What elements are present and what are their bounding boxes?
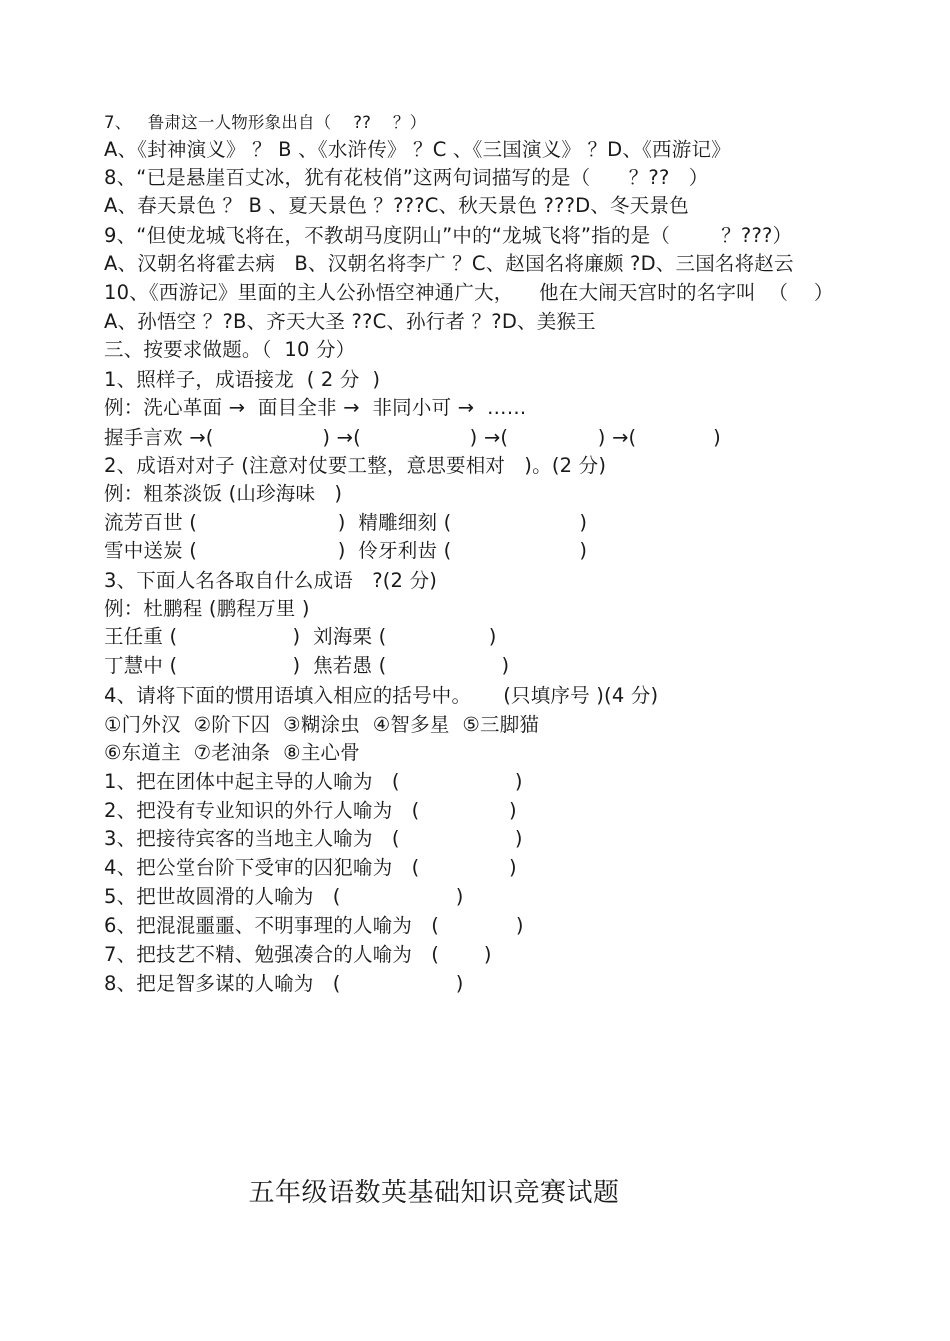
- task-2-example: 例：粗茶淡饭 (山珍海味 ): [104, 482, 343, 505]
- task-3-example: 例：杜鹏程 (鹏程万里 ): [104, 597, 310, 620]
- question-10-options: A、孙悟空 ？?B、齐天大圣 ??C、孙行者 ？?D、美猴王: [104, 310, 596, 333]
- section-3-heading: 三、按要求做题。（ 10 分）: [104, 338, 356, 361]
- task-1-example: 例：洗心革面 → 面目全非 → 非同小可 → ……: [104, 396, 527, 419]
- task-1-blanks: 握手言欢 →( ) →( ) →( ) →( ): [104, 426, 721, 449]
- task-4-item-2: 2、把没有专业知识的外行人喻为 ( ): [104, 799, 517, 822]
- task-4-item-7: 7、把技艺不精、勉强凑合的人喻为 ( ): [104, 943, 492, 966]
- question-7-options: A、《封神演义》 ？ B 、《水浒传》 ？C 、《三国演义》 ？D、《西游记》: [104, 138, 731, 161]
- question-9: 9、“但使龙城飞将在，不教胡马度阴山”中的“龙城飞将”指的是（ ？???）: [104, 224, 793, 247]
- task-2-row-1: 流芳百世 ( ) 精雕细刻 ( ): [104, 511, 588, 534]
- task-4-options-1: ①门外汉 ②阶下囚 ③糊涂虫 ④智多星 ⑤三脚猫: [104, 713, 540, 736]
- task-4-item-1: 1、把在团体中起主导的人喻为 ( ): [104, 770, 523, 793]
- question-10: 10、《西游记》里面的主人公孙悟空神通广大， 他在大闹天宫时的名字叫 （ ）: [104, 281, 834, 304]
- task-3-row-2: 丁慧中 ( ) 焦若愚 ( ): [104, 654, 510, 677]
- task-4-item-6: 6、把混混噩噩、不明事理的人喻为 ( ): [104, 914, 524, 937]
- task-3-row-1: 王任重 ( ) 刘海栗 ( ): [104, 625, 497, 648]
- question-7: 7、 鲁肃这一人物形象出自（ ?? ？）: [104, 113, 427, 132]
- task-4-heading: 4、请将下面的惯用语填入相应的括号中。 (只填序号 )(4 分): [104, 684, 659, 707]
- question-8: 8、“已是悬崖百丈冰，犹有花枝俏”这两句词描写的是（ ？?? ）: [104, 166, 709, 189]
- task-4-item-8: 8、把足智多谋的人喻为 ( ): [104, 972, 464, 995]
- task-2-row-2: 雪中送炭 ( ) 伶牙利齿 ( ): [104, 539, 588, 562]
- question-8-options: A、春天景色 ？ B 、夏天景色 ？???C、秋天景色 ???D、冬天景色: [104, 194, 689, 217]
- document-title: 五年级语数英基础知识竞赛试题: [248, 1178, 620, 1208]
- task-2-heading: 2、成语对对子 (注意对仗要工整，意思要相对 )。(2 分): [104, 454, 607, 477]
- task-4-item-5: 5、把世故圆滑的人喻为 ( ): [104, 885, 464, 908]
- task-4-options-2: ⑥东道主 ⑦老油条 ⑧主心骨: [104, 741, 360, 764]
- task-4-item-3: 3、把接待宾客的当地主人喻为 ( ): [104, 827, 523, 850]
- task-3-heading: 3、下面人名各取自什么成语 ?(2 分): [104, 569, 438, 592]
- task-1-heading: 1、照样子，成语接龙 ( 2 分 ): [104, 368, 381, 391]
- task-4-item-4: 4、把公堂台阶下受审的囚犯喻为 ( ): [104, 856, 517, 879]
- question-9-options: A、汉朝名将霍去病 B、汉朝名将李广 ？C、赵国名将廉颇 ?D、三国名将赵云: [104, 252, 794, 275]
